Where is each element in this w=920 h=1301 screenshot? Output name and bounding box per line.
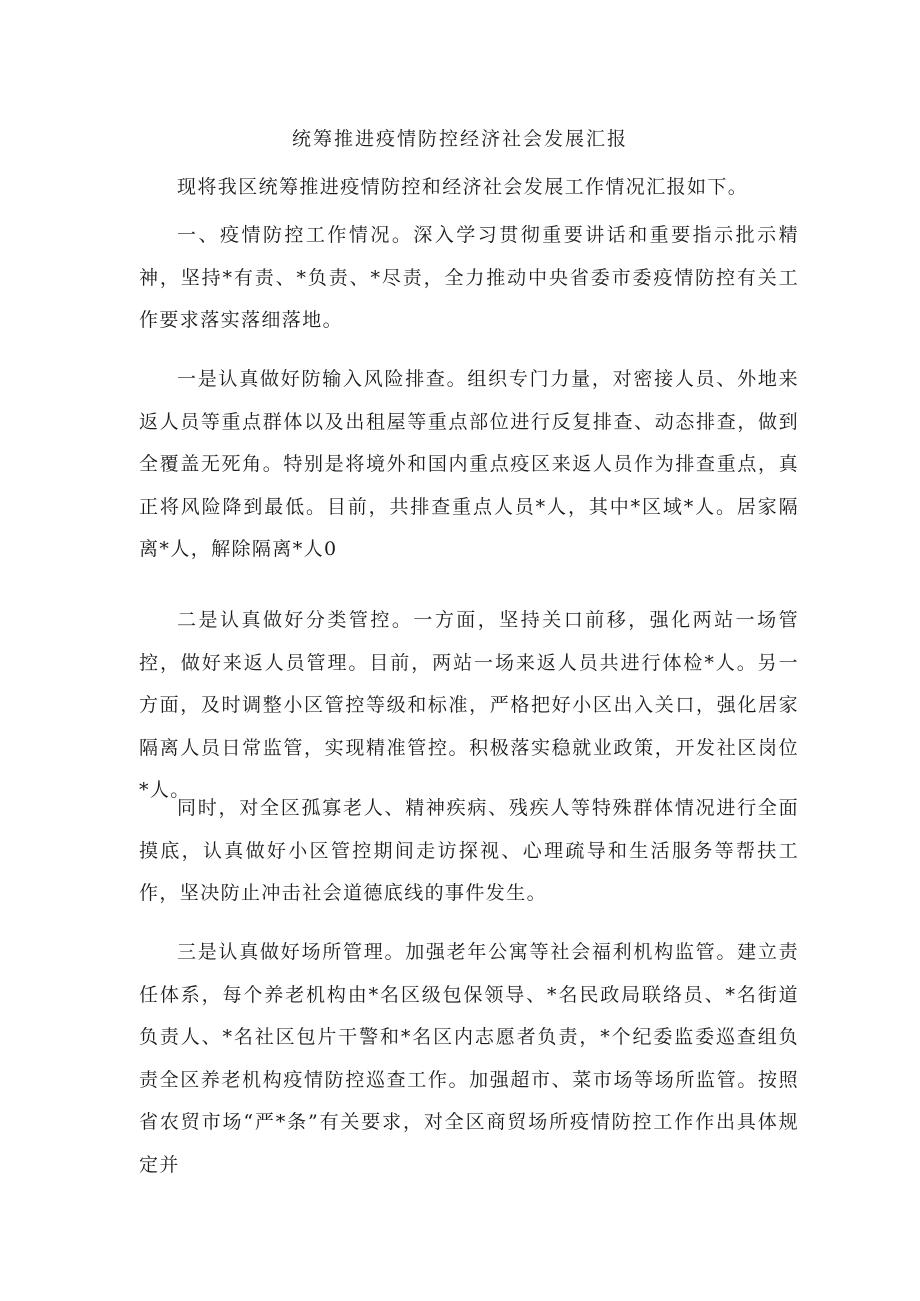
paragraph-intro: 现将我区统筹推进疫情防控和经济社会发展工作情况汇报如下。 bbox=[177, 176, 749, 198]
paragraph-special-groups: 同时，对全区孤寡老人、精神疾病、残疾人等特殊群体情况进行全面摸底，认真做好小区管控期间走访探视、心理疏导和生活服务等帮扶工作，坚决防止冲击社会道德底线的事件发生。 bbox=[139, 797, 799, 904]
paragraph-classified-control: 二是认真做好分类管控。一方面，坚持关口前移，强化两站一场管控，做好来返人员管理。目前，两站一场来返人员共进行体检*人。另一方面，及时调整小区管控等级和标准，严格把好小区出入关口，强化居家隔离人员日常监管，实现精准管控。积极落实稳就业政策，开发社区岗位*人。 bbox=[139, 609, 799, 801]
paragraph-section-one: 一、疫情防控工作情况。深入学习贯彻重要讲话和重要指示批示精神，坚持*有责、*负责、*尽责，全力推动中央省委市委疫情防控有关工作要求落实落细落地。 bbox=[139, 224, 799, 331]
paragraph-venue-management: 三是认真做好场所管理。加强老年公寓等社会福利机构监管。建立责任体系，每个养老机构由*名区级包保领导、*名民政局联络员、*名街道负责人、*名社区包片干警和*名区内志愿者负责，*个纪委监委巡查组负责全区养老机构疫情防控巡查工作。加强超市、菜市场等场所监管。按照省农贸市场“严*条”有关要求，对全区商贸场所疫情防控工作作出具体规定并 bbox=[139, 941, 799, 1176]
paragraph-risk-screening: 一是认真做好防输入风险排查。组织专门力量，对密接人员、外地来返人员等重点群体以及出租屋等重点部位进行反复排查、动态排查，做到全覆盖无死角。特别是将境外和国内重点疫区来返人员作为排查重点，真正将风险降到最低。目前，共排查重点人员*人，其中*区域*人。居家隔离*人，解除隔离*人0 bbox=[139, 368, 799, 560]
document-title: 统筹推进疫情防控经济社会发展汇报 bbox=[291, 128, 628, 150]
